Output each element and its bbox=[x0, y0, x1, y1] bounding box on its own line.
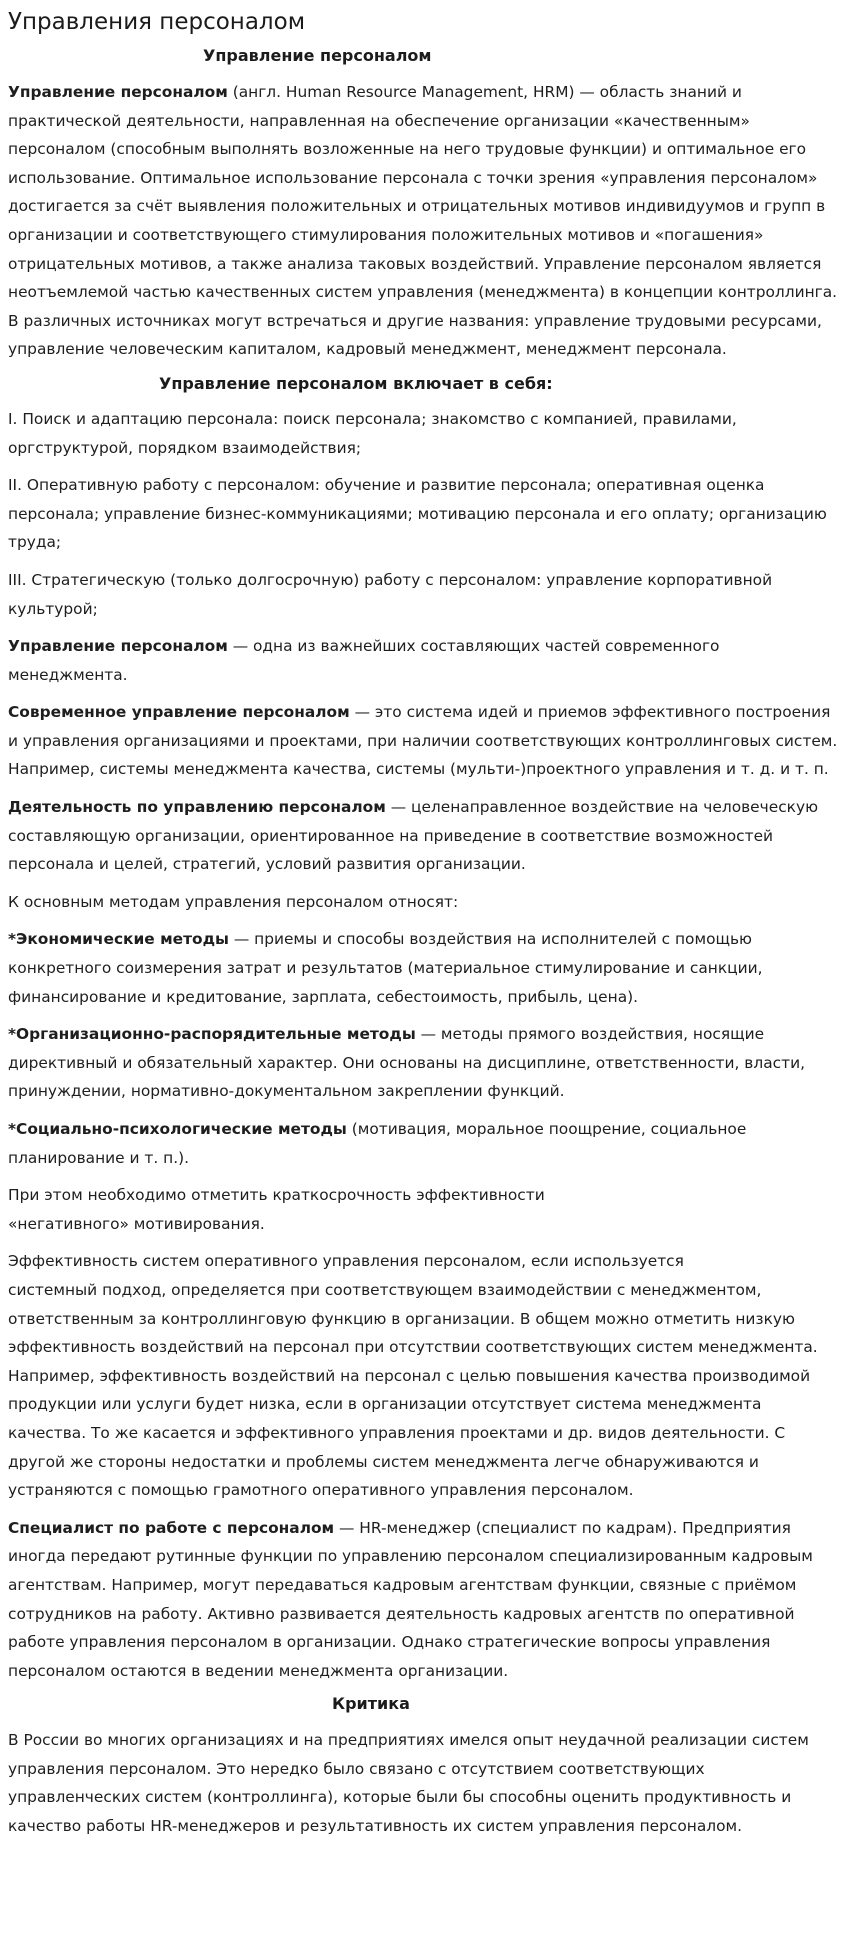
paragraph-text: — это система идей и приемов эффективного построения и управления организациями и проектами, при наличии соответствующих контроллинговых систем. Например, системы менеджмента качества, системы (мульти-)проектного управления и т. д. и т. п. bbox=[8, 703, 838, 779]
list-item-3: III. Стратегическую (только долгосрочную) работу с персоналом: управление корпоративной культурой; bbox=[8, 570, 773, 618]
heading-main: Управление персоналом bbox=[203, 46, 432, 65]
paragraph-activity bbox=[8, 793, 839, 879]
paragraph-text: — одна из важнейших составляющих частей современного менеджмента. bbox=[8, 637, 720, 684]
paragraph-management bbox=[8, 632, 839, 689]
method-title: *Социально-психологические методы bbox=[8, 1120, 347, 1138]
method-title: *Организационно-распорядительные методы bbox=[8, 1025, 416, 1044]
method-organizational bbox=[8, 1020, 839, 1106]
method-title: *Экономические методы bbox=[8, 930, 229, 949]
text-line: системный подход, определяется при соответствующем взаимодействии с менеджментом, bbox=[8, 1280, 762, 1299]
text-line: Эффективность систем оперативного управления персоналом, если используется bbox=[8, 1252, 684, 1271]
method-social bbox=[8, 1115, 839, 1172]
document-title: Управления персоналом bbox=[8, 9, 306, 35]
heading-critique: Критика bbox=[332, 1694, 410, 1714]
paragraph-methods-intro: К основным методам управления персоналом относят: bbox=[8, 892, 459, 911]
method-text: — приемы и способы воздействия на исполнителей с помощью конкретного соизмерения затрат и результатов (материальное стимулирование и санкции, финансирование и кредитование, зарплата, себестоимость, прибыль, цена). bbox=[8, 930, 763, 1006]
paragraph-text: (англ. Human Resource Management, HRM) — область знаний и практической деятельности, направленная на обеспечение организации «качественным» персоналом (способным выполнять возложенные на него трудовые функции) и оптимальное его использование. Оптимальное использование персонала с точки зрения «управления персоналом» достигается за счёт выявления положительных и отрицательных мотивов индивидуумов и групп в организации и соответствующего стимулирования положительных мотивов и «погашения» отрицательных мотивов, а также анализа таковых воздействий. Управление персоналом является неотъемлемой частью качественных систем управления (менеджмента) в концепции контроллинга. В различных источниках могут встречаться и другие названия: управление трудовыми ресурсами, управление человеческим капиталом, кадровый менеджмент, менеджмент персонала. bbox=[8, 83, 838, 359]
method-economic bbox=[8, 925, 839, 1011]
term-bold: Специалист по работе с персоналом bbox=[8, 1518, 335, 1537]
paragraph-text: — HR-менеджер (специалист по кадрам). Предприятия иногда передают рутинные функции по управлению персоналом специализированным кадровым агентствам. Например, могут передаваться кадровым агентствам функции, связные с приёмом сотрудников на работу. Активно развивается деятельность кадровых агентств по оперативной работе управления персоналом в организации. Однако стратегические вопросы управления персоналом остаются в ведении менеджмента организации. bbox=[8, 1518, 813, 1680]
paragraph-efficiency bbox=[8, 1247, 839, 1504]
paragraph-negative-motivation bbox=[8, 1181, 839, 1238]
term-bold: Современное управление персоналом bbox=[8, 703, 350, 722]
heading-includes: Управление персоналом включает в себя: bbox=[159, 373, 553, 393]
text-line: «негативного» мотивирования. bbox=[8, 1214, 265, 1233]
paragraph-text: — целенаправленное воздействие на человеческую составляющую организации, ориентированное на приведение в соответствие возможностей персонала и целей, стратегий, условий развития организации. bbox=[8, 798, 819, 874]
text-line: ответственным за контроллинговую функцию в организации. В общем можно отметить низкую эффективность воздействий на персонал при отсутствии соответствующих систем менеджмента. Например, эффективность воздействий на персонал с целью повышения качества производимой продукции или услуги будет низка, если в организации отсутствует система менеджмента качества. То же касается и эффективного управления проектами и др. видов деятельности. С другой же стороны недостатки и проблемы систем менеджмента легче обнаруживаются и устраняются с помощью грамотного оперативного управления персоналом. bbox=[8, 1309, 818, 1500]
text-line: При этом необходимо отметить краткосрочность эффективности bbox=[8, 1186, 545, 1205]
method-text: (мотивация, моральное поощрение, социальное планирование и т. п.). bbox=[8, 1120, 747, 1167]
list-item-1: I. Поиск и адаптацию персонала: поиск персонала; знакомство с компанией, правилами, оргструктурой, порядком взаимодействия; bbox=[8, 409, 737, 457]
paragraph-definition bbox=[8, 78, 839, 364]
paragraph-critique: В России во многих организациях и на предприятиях имелся опыт неудачной реализации систем управления персоналом. Это нередко было связано с отсутствием соответствующих управленческих систем (контроллинга), которые были бы способны оценить продуктивность и качество работы HR-менеджеров и результативность их систем управления персоналом. bbox=[8, 1731, 809, 1836]
term-bold: Деятельность по управлению персоналом bbox=[8, 798, 386, 817]
method-text: — методы прямого воздействия, носящие директивный и обязательный характер. Они основаны на дисциплине, ответственности, власти, принуждении, нормативно-документальном закреплении функций. bbox=[8, 1025, 805, 1101]
term-bold: Управление персоналом bbox=[8, 83, 228, 101]
paragraph-specialist bbox=[8, 1514, 839, 1686]
term-bold: Управление персоналом bbox=[8, 637, 228, 656]
paragraph-modern bbox=[8, 698, 839, 784]
list-item-2: II. Оперативную работу с персоналом: обучение и развитие персонала; оперативная оценка персонала; управление бизнес-коммуникациями; мотивацию персонала и его оплату; организацию труда; bbox=[8, 476, 827, 552]
